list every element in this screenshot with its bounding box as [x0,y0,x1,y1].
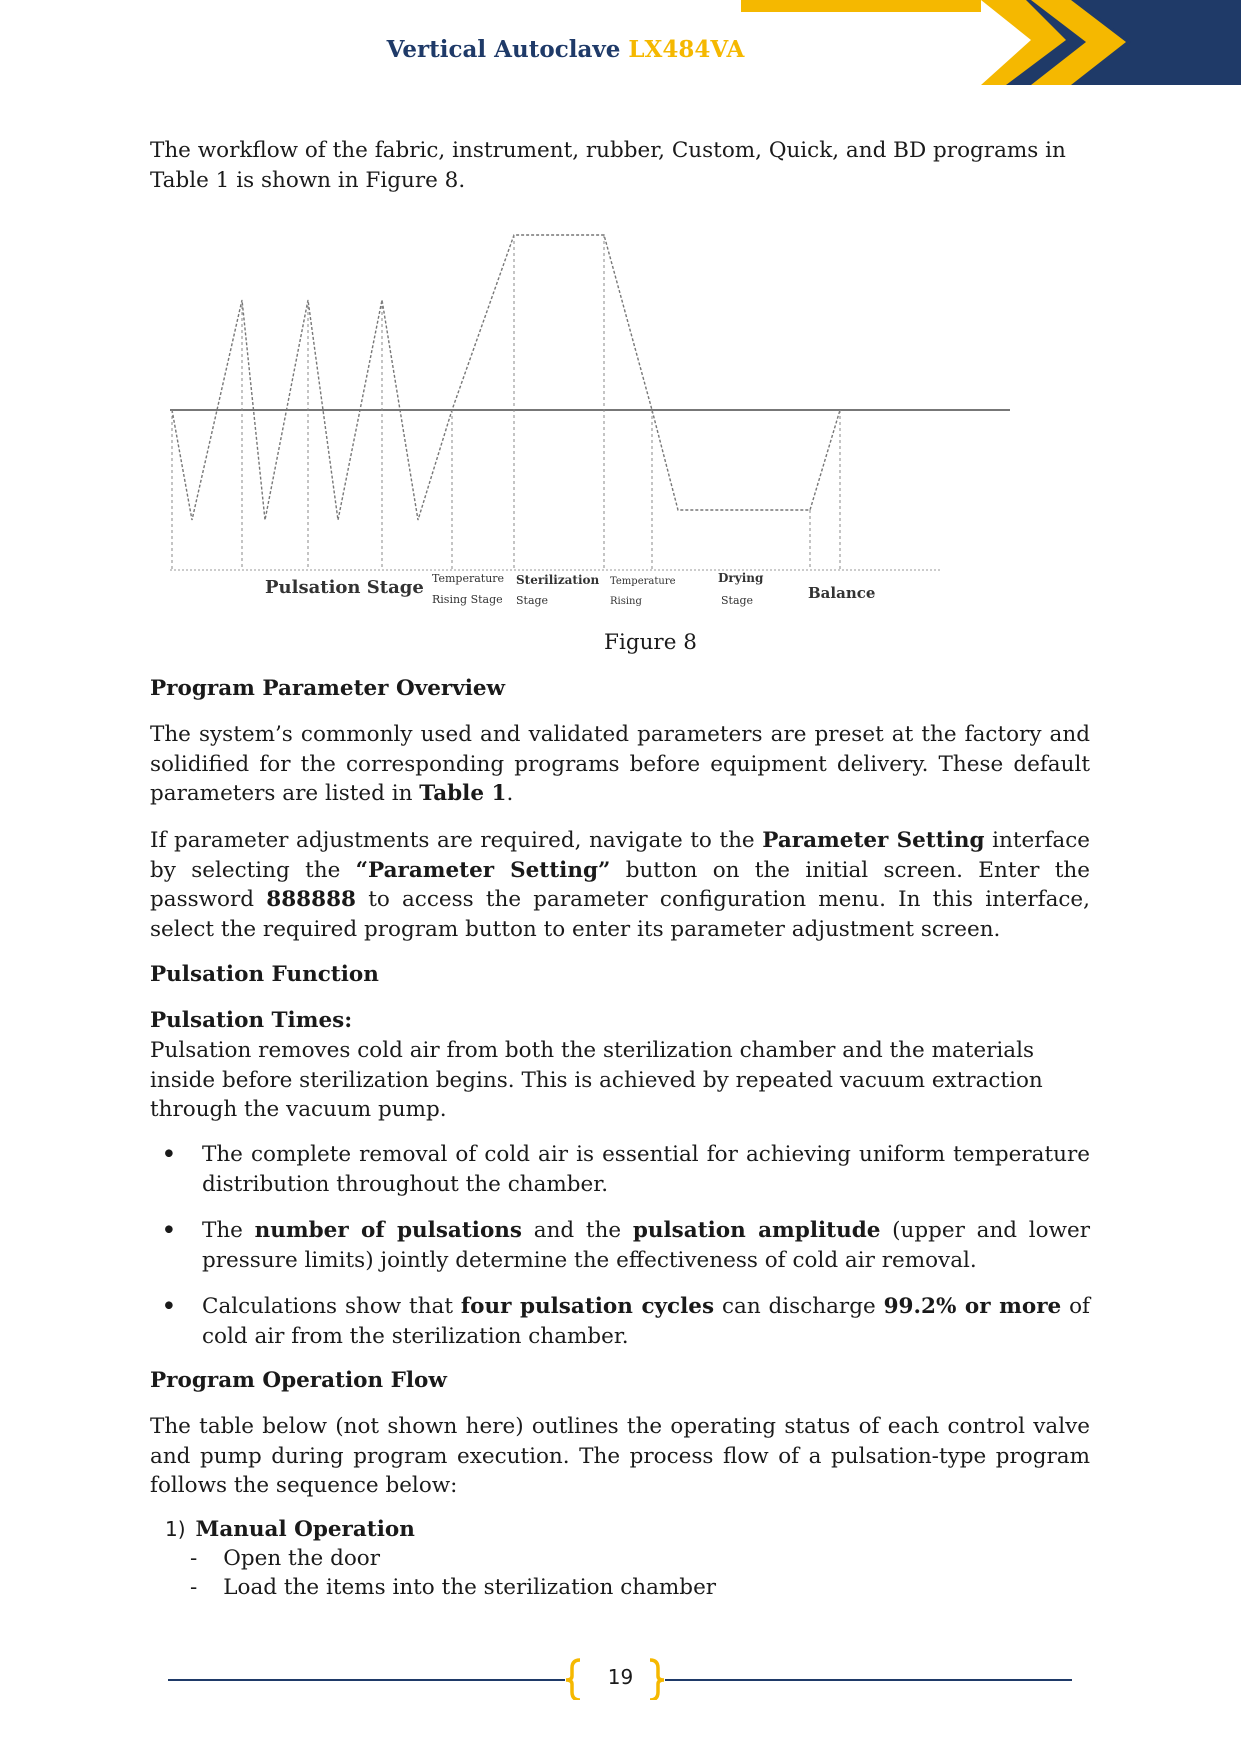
overview-paragraph-1: The system’s commonly used and validated parameters are preset at the factory and solidified for the corresponding programs before equipment delivery. These default parameters are listed in Table 1. [150,722,1090,806]
label-drying-2: Stage [721,594,754,607]
bullet-item-2 [150,1216,1090,1275]
step-1 [165,1517,415,1542]
step-number: 1) [165,1517,186,1541]
label-drying-1: Drying [718,571,764,585]
label-temp-rising2-1: Temperature [610,576,676,587]
step-1-sub-1: - Open the door [190,1546,381,1571]
label-temp-rising-1: Temperature [432,572,505,585]
title-product-name: Vertical Autoclave [386,36,621,63]
pulsation-times-heading: Pulsation Times: [150,1008,353,1033]
bullet-dot: • [162,1142,176,1167]
flow-heading: Program Operation Flow [150,1368,447,1393]
bullet-text: The complete removal of cold air is essential for achieving uniform temperature distribution throughout the chamber. [202,1142,1090,1197]
step-1-sub-2: - Load the items into the sterilization chamber [190,1575,717,1600]
label-balance: Balance [808,584,876,602]
step-title: Manual Operation [195,1517,415,1542]
workflow-figure [170,220,1020,620]
label-sterilization-1: Sterilization [516,573,600,587]
pulsation-times-paragraph: Pulsation removes cold air from both the sterilization chamber and the materials inside before sterilization begins. This is achieved by repeated vacuum extraction through the vacuum pump. [150,1038,1043,1122]
bullet-text: The number of pulsations and the pulsation amplitude (upper and lower pressure limits) jointly determine the effectiveness of cold air removal. [202,1218,1091,1273]
bullet-item-1 [150,1140,1090,1199]
label-sterilization-2: Stage [516,594,549,607]
overview-heading: Program Parameter Overview [150,676,506,701]
header-corner-graphic [741,0,1241,100]
label-temp-rising-2: Rising Stage [432,593,503,606]
figure-caption: Figure 8 [604,630,697,655]
bullet-dot: • [162,1218,176,1243]
page-number: 19 [607,1665,634,1689]
bullet-item-3 [150,1292,1090,1351]
label-pulsation-stage: Pulsation Stage [265,577,424,598]
flow-paragraph: The table below (not shown here) outlines the operating status of each control valve and pump during program execution. The process flow of a pulsation-type program follows the sequence below: [150,1414,1090,1498]
label-temp-rising2-2: Rising [610,596,642,607]
bullet-dot: • [162,1294,176,1319]
overview-paragraph-2: If parameter adjustments are required, navigate to the Parameter Setting interface by selecting the “Parameter Setting” button on the initial screen. Enter the password 888888 to access the parameter configuration menu. In this interface, select the required program button to enter its parameter adjustment screen. [150,828,1090,942]
bullet-text: Calculations show that four pulsation cycles can discharge 99.2% or more of cold air from the sterilization chamber. [202,1294,1090,1349]
pulsation-heading: Pulsation Function [150,962,379,987]
intro-paragraph: The workflow of the fabric, instrument, rubber, Custom, Quick, and BD programs in Table 1 is shown in Figure 8. [150,138,1066,193]
title-model-code: LX484VA [628,36,745,63]
